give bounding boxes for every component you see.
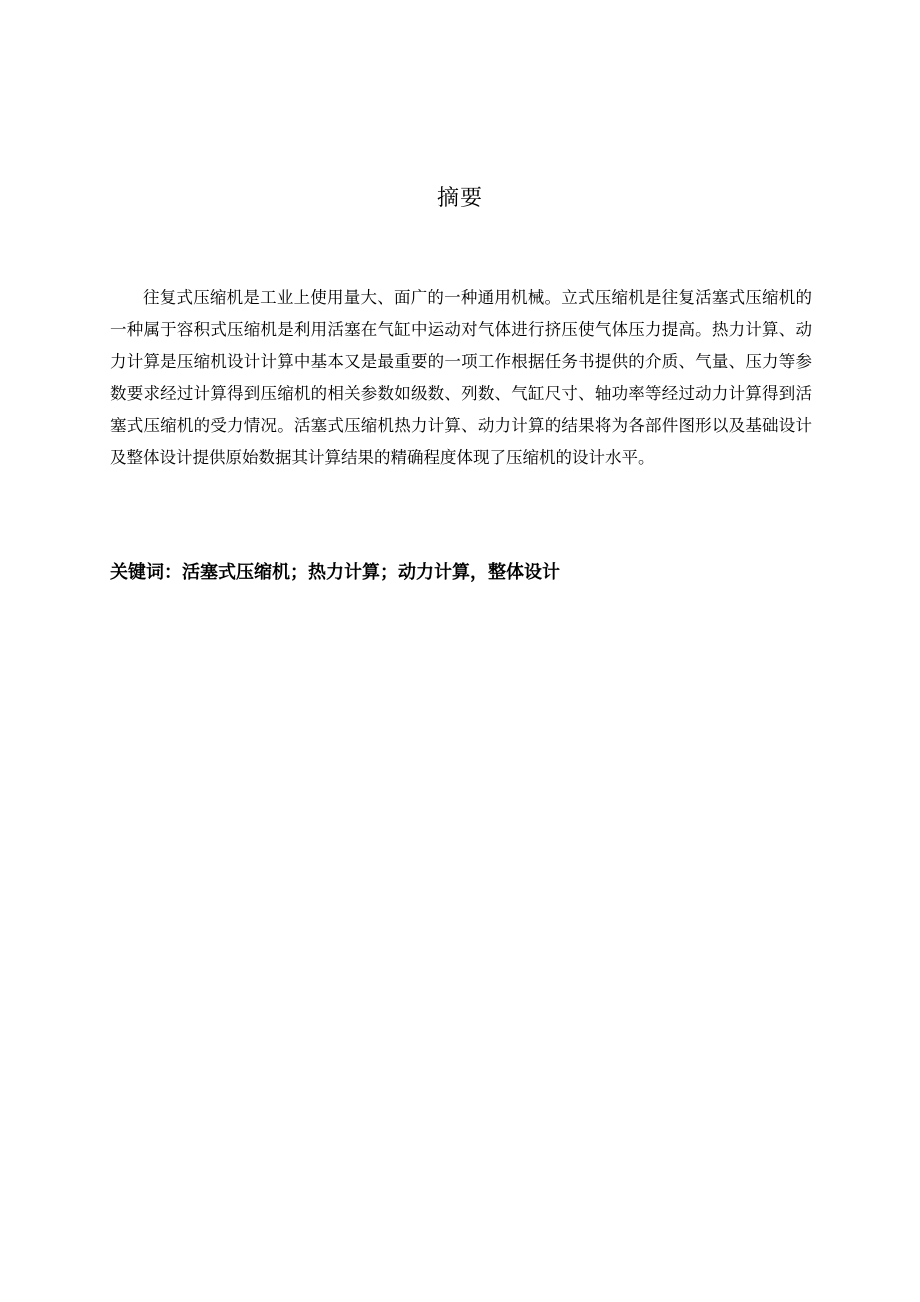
keywords-label: 关键词： xyxy=(110,562,182,583)
keywords-line xyxy=(110,558,812,588)
keywords-list: 活塞式压缩机；热力计算；动力计算，整体设计 xyxy=(182,562,560,583)
page-title: 摘要 xyxy=(436,186,483,211)
abstract-paragraph: 往复式压缩机是工业上使用量大、面广的一种通用机械。立式压缩机是往复活塞式压缩机的一种属于容积式压缩机是利用活塞在气缸中运动对气体进行挤压使气体压力提高。热力计算、动力计算是压缩机设计计算中基本又是最重要的一项工作根据任务书提供的介质、气量、压力等参数要求经过计算得到压缩机的相关参数如级数、列数、气缸尺寸、轴功率等经过动力计算得到活塞式压缩机的受力情况。活塞式压缩机热力计算、动力计算的结果将为各部件图形以及基础设计及整体设计提供原始数据其计算结果的精确程度体现了压缩机的设计水平。 xyxy=(110,288,812,467)
